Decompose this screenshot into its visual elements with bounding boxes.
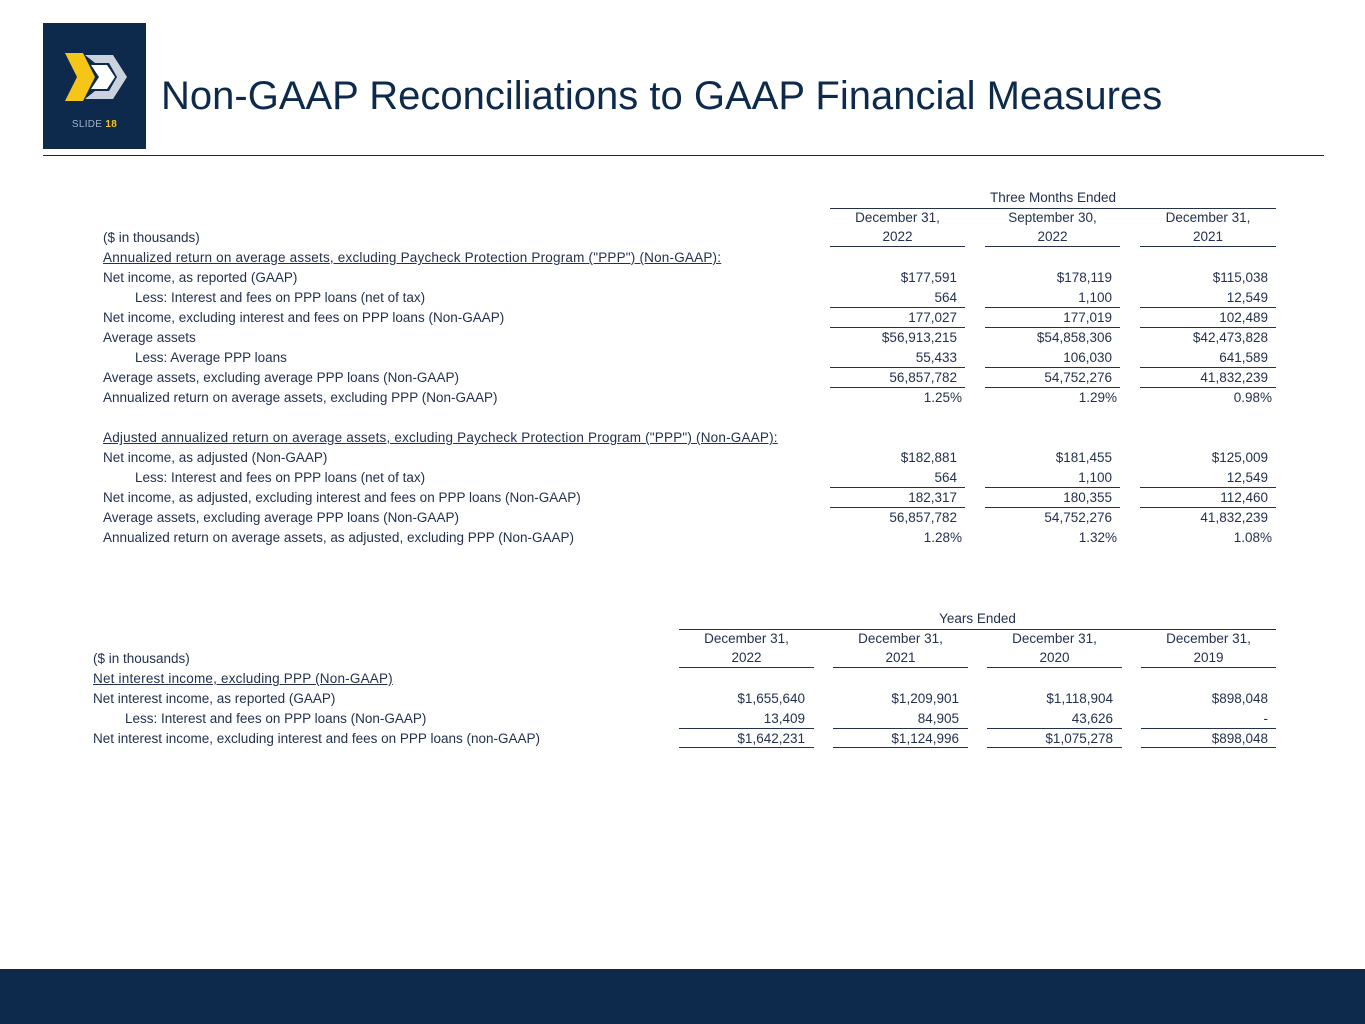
cell-value: 56,857,782 — [889, 510, 957, 525]
column-header-line2: 2021 — [885, 650, 916, 665]
chevron-logo-icon — [61, 51, 131, 103]
cell-value: $1,118,904 — [1046, 691, 1113, 706]
column-header-line2: 2020 — [1039, 650, 1070, 665]
column-header — [1141, 629, 1276, 668]
cell-value: 177,019 — [1063, 310, 1112, 325]
column-header-line1: December 31, — [704, 631, 789, 646]
table-row — [103, 348, 1283, 368]
cell-value: 641,589 — [1219, 350, 1268, 365]
column-header-line2: 2022 — [1037, 229, 1068, 244]
slide-label-text: SLIDE — [71, 119, 103, 130]
column-header-line2: 2019 — [1193, 650, 1224, 665]
cell-value: 180,355 — [1063, 490, 1112, 505]
row-label: Less: Interest and fees on PPP loans (Non-GAAP) — [125, 711, 427, 726]
cell-value: $182,881 — [900, 450, 957, 465]
cell-value: 1,100 — [1078, 290, 1112, 305]
cell-value: 56,857,782 — [889, 370, 957, 385]
column-header — [833, 629, 968, 668]
cell-value: $115,038 — [1212, 270, 1268, 285]
row-label: Net income, as adjusted (Non-GAAP) — [103, 450, 328, 465]
cell-value: 106,030 — [1063, 350, 1112, 365]
section-title-text: Net interest income, excluding PPP (Non-GAAP) — [93, 671, 393, 686]
column-header — [1140, 208, 1276, 247]
cell-value: 177,027 — [908, 310, 957, 325]
cell-value: 13,409 — [763, 711, 805, 726]
column-header-line2: 2022 — [882, 229, 913, 244]
row-label: Annualized return on average assets, as adjusted, excluding PPP (Non-GAAP) — [103, 530, 575, 545]
row-label: Less: Interest and fees on PPP loans (net of tax) — [135, 470, 426, 485]
cell-value: $178,119 — [1056, 270, 1112, 285]
table-row — [93, 709, 1283, 729]
period-header: Three Months Ended — [830, 188, 1276, 209]
cell-value: 0.98% — [1233, 390, 1272, 405]
row-label: Less: Interest and fees on PPP loans (net of tax) — [135, 290, 426, 305]
net-interest-income-table — [93, 609, 1283, 759]
cell-value: 54,752,276 — [1044, 510, 1112, 525]
row-label: Net income, excluding interest and fees on PPP loans (Non-GAAP) — [103, 310, 505, 325]
row-label: Net interest income, as reported (GAAP) — [93, 691, 336, 706]
cell-value: $1,642,231 — [737, 731, 805, 746]
cell-value: 1,100 — [1078, 470, 1112, 485]
cell-value: 12,549 — [1226, 470, 1268, 485]
row-label: Average assets, excluding average PPP loans (Non-GAAP) — [103, 370, 459, 385]
cell-value: 1.32% — [1078, 530, 1117, 545]
row-label: Less: Average PPP loans — [135, 350, 287, 365]
cell-value: 1.08% — [1233, 530, 1272, 545]
table-row — [93, 689, 1283, 709]
cell-value: 1.29% — [1078, 390, 1117, 405]
cell-value: 41,832,239 — [1200, 370, 1268, 385]
table-row — [103, 468, 1283, 488]
cell-value: 84,905 — [917, 711, 959, 726]
footer-bar — [0, 969, 1365, 1024]
unit-note-text: ($ in thousands) — [103, 230, 200, 245]
total-double-rule — [1141, 747, 1276, 748]
table-row — [103, 288, 1283, 308]
table-row — [103, 308, 1283, 328]
table-row — [103, 448, 1283, 468]
row-label: Average assets — [103, 330, 196, 345]
cell-value: $54,858,306 — [1036, 330, 1112, 345]
table-row — [103, 508, 1283, 528]
cell-value: $56,913,215 — [881, 330, 957, 345]
cell-value: 54,752,276 — [1044, 370, 1112, 385]
section-title-text: Annualized return on average assets, excluding Paycheck Protection Program ("PPP") (Non-GAAP): — [103, 250, 722, 265]
cell-value: $1,209,901 — [891, 691, 959, 706]
total-double-rule — [833, 747, 968, 748]
roaa-reconciliation-table — [103, 188, 1283, 558]
table-row — [103, 328, 1283, 348]
section-title-text: Adjusted annualized return on average assets, excluding Paycheck Protection Program ("PPP") (Non-GAAP): — [103, 430, 778, 445]
cell-value: 1.28% — [923, 530, 962, 545]
period-header: Years Ended — [679, 609, 1276, 630]
cell-value: $125,009 — [1211, 450, 1268, 465]
row-label: Net income, as reported (GAAP) — [103, 270, 298, 285]
cell-value: 564 — [934, 290, 957, 305]
table-row — [103, 388, 1283, 408]
cell-value: 564 — [934, 470, 957, 485]
cell-value: - — [1263, 711, 1268, 726]
table-row — [103, 488, 1283, 508]
column-header-line2: 2022 — [731, 650, 762, 665]
total-double-rule — [679, 747, 814, 748]
company-logo — [43, 23, 146, 149]
slide-number-value: 18 — [105, 119, 118, 130]
cell-value: $181,455 — [1055, 450, 1112, 465]
cell-value: $898,048 — [1211, 731, 1268, 746]
cell-value: 43,626 — [1071, 711, 1113, 726]
table-row — [103, 368, 1283, 388]
column-header — [985, 208, 1120, 247]
cell-value: 55,433 — [915, 350, 957, 365]
page-title: Non-GAAP Reconciliations to GAAP Financial Measures — [161, 74, 1163, 118]
column-header-line1: December 31, — [1165, 210, 1251, 225]
row-label: Net interest income, excluding interest and fees on PPP loans (non-GAAP) — [93, 731, 540, 746]
cell-value: $898,048 — [1211, 691, 1268, 706]
cell-value: 41,832,239 — [1200, 510, 1268, 525]
cell-value: $1,655,640 — [737, 691, 805, 706]
cell-value: $1,124,996 — [891, 731, 959, 746]
column-header-line1: September 30, — [1008, 210, 1097, 225]
cell-value: $177,591 — [900, 270, 957, 285]
row-label: Net income, as adjusted, excluding interest and fees on PPP loans (Non-GAAP) — [103, 490, 581, 505]
table-row — [93, 729, 1283, 749]
column-header — [830, 208, 965, 247]
cell-value: $42,473,828 — [1192, 330, 1268, 345]
row-label: Average assets, excluding average PPP loans (Non-GAAP) — [103, 510, 459, 525]
cell-value: 102,489 — [1219, 310, 1268, 325]
column-header-line1: December 31, — [1012, 631, 1097, 646]
table-row — [103, 268, 1283, 288]
cell-value: $1,075,278 — [1045, 731, 1113, 746]
slide-number — [43, 119, 146, 130]
column-header-line1: December 31, — [858, 631, 943, 646]
column-header-line1: December 31, — [1166, 631, 1251, 646]
cell-value: 12,549 — [1226, 290, 1268, 305]
title-divider — [43, 155, 1324, 156]
table-row — [103, 528, 1283, 548]
column-header — [679, 629, 814, 668]
column-header — [987, 629, 1122, 668]
column-header-line1: December 31, — [855, 210, 940, 225]
cell-value: 112,460 — [1220, 490, 1268, 505]
column-header-line2: 2021 — [1192, 229, 1224, 244]
unit-note-text: ($ in thousands) — [93, 651, 190, 666]
total-double-rule — [987, 747, 1122, 748]
cell-value: 182,317 — [908, 490, 957, 505]
cell-value: 1.25% — [923, 390, 962, 405]
row-label: Annualized return on average assets, excluding PPP (Non-GAAP) — [103, 390, 498, 405]
